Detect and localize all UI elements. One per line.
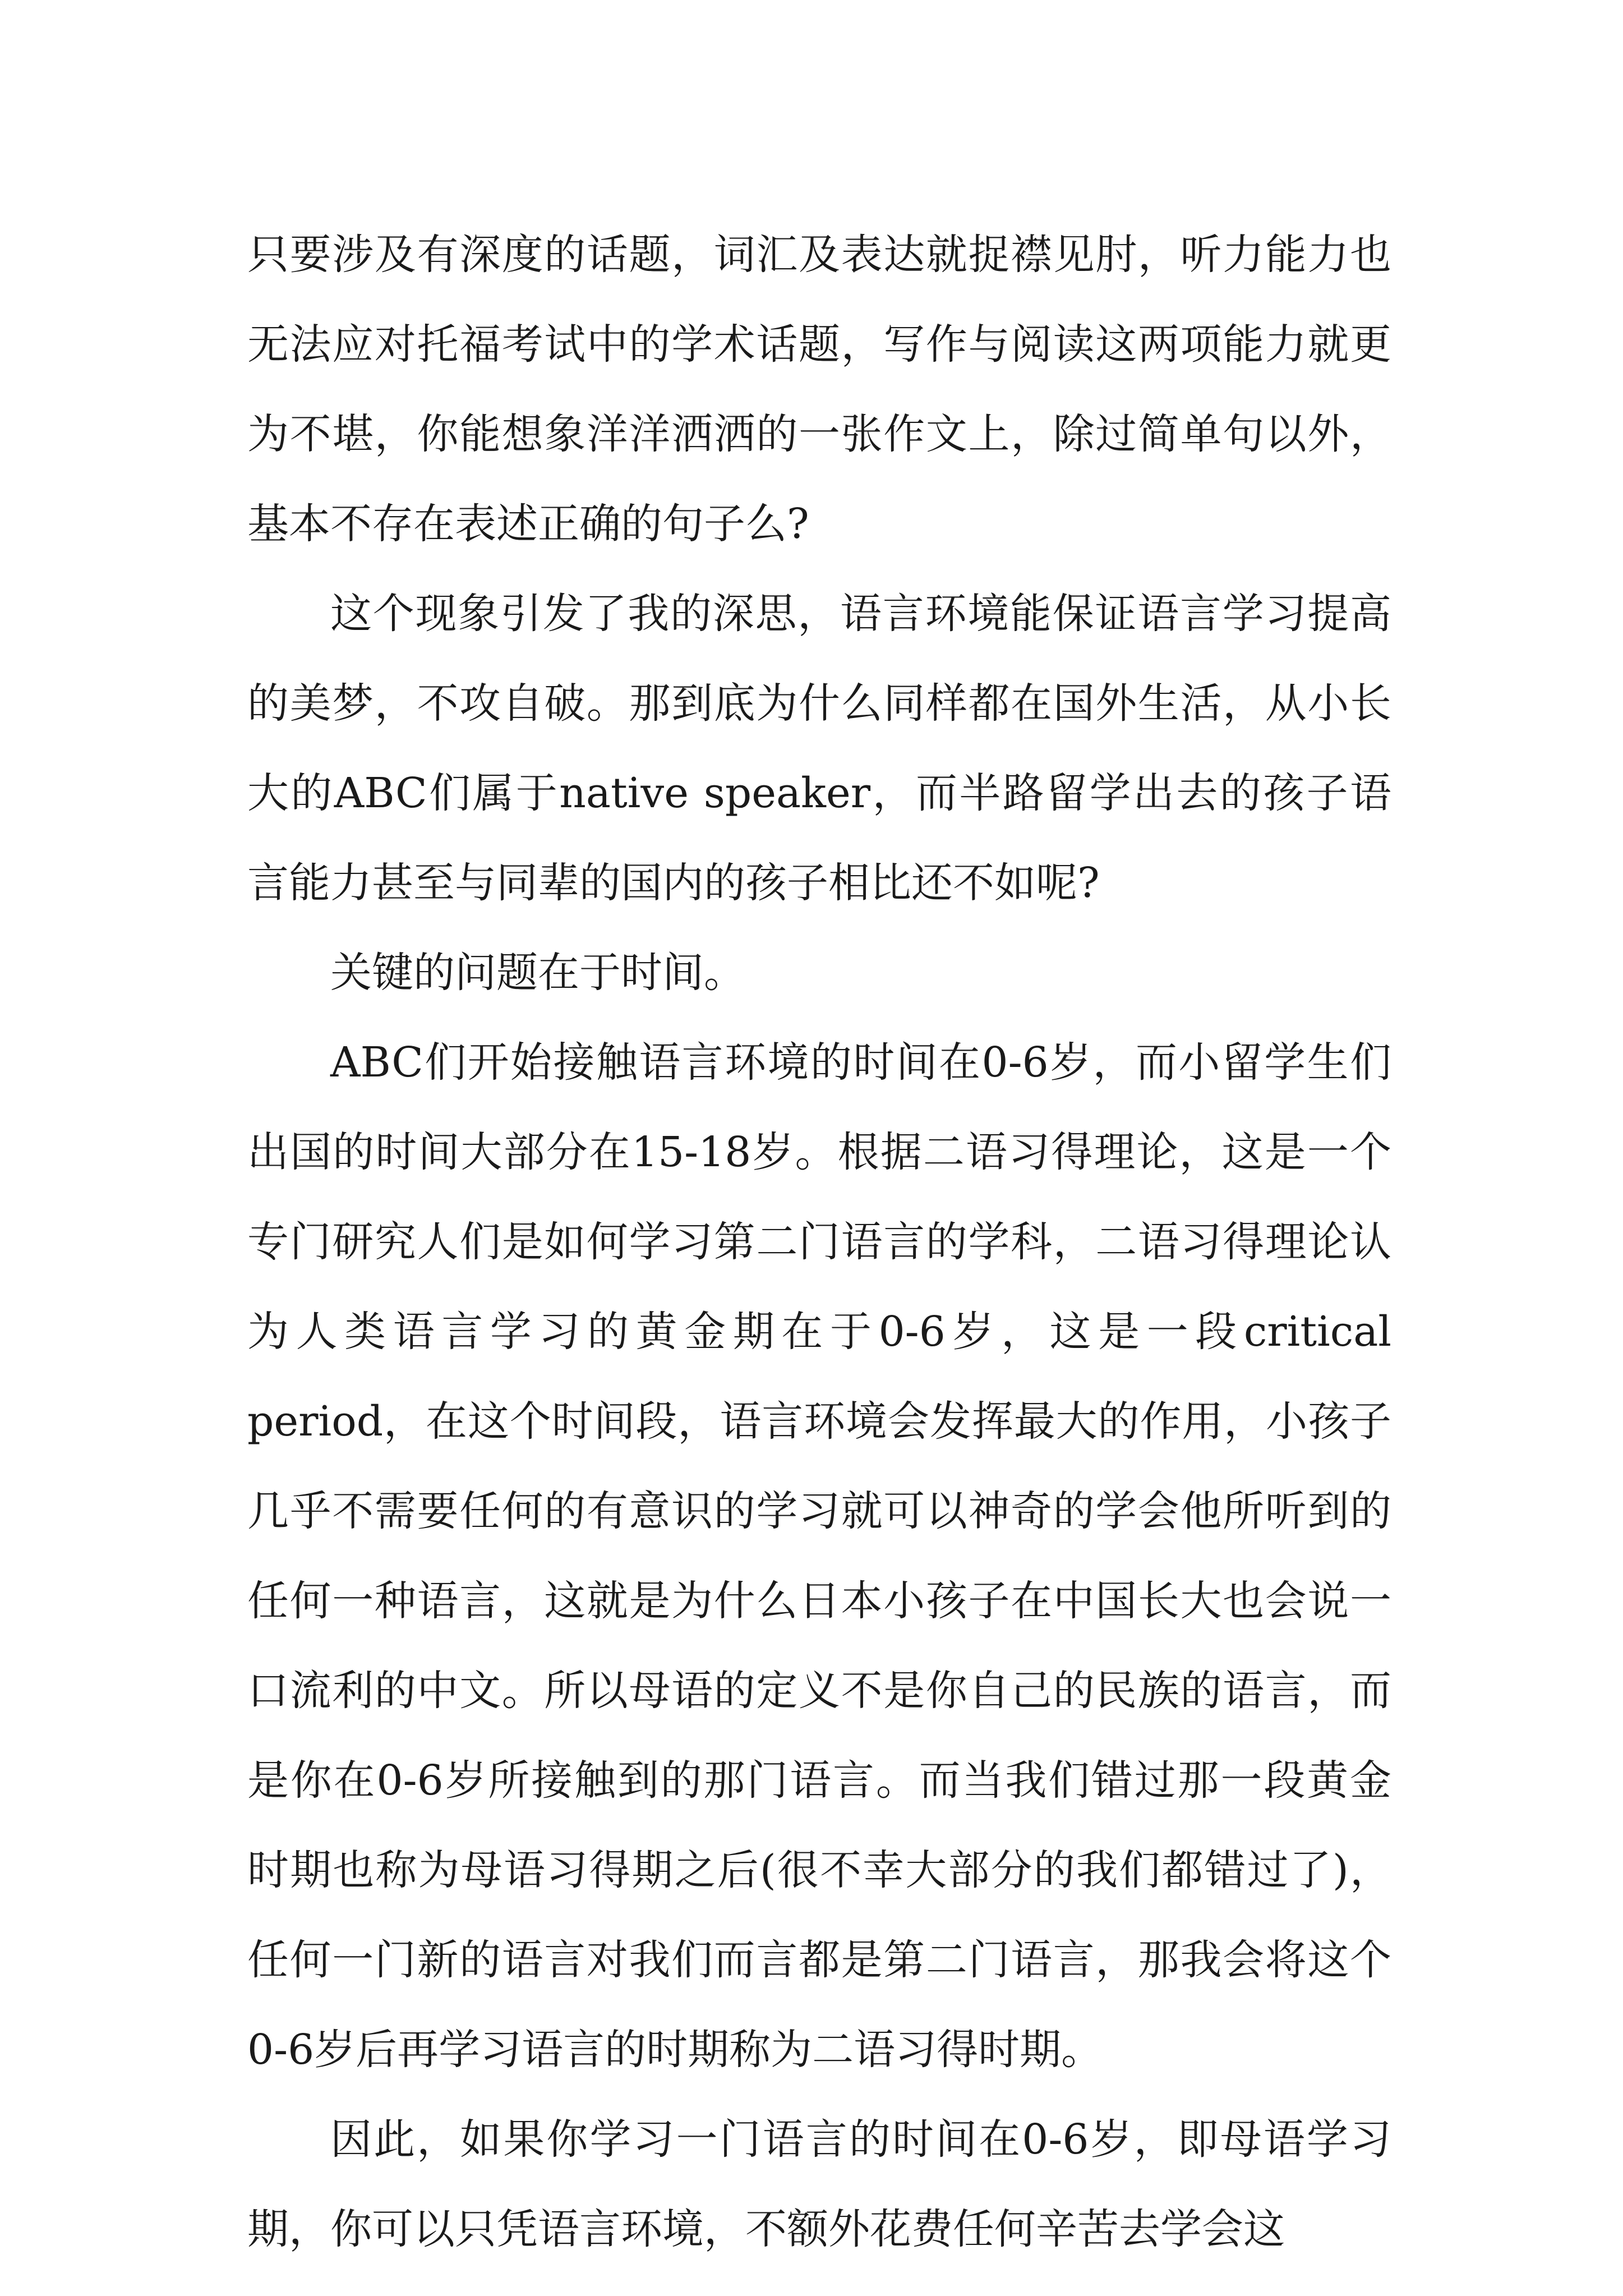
paragraph-4: ABC们开始接触语言环境的时间在0-6岁，而小留学生们出国的时间大部分在15-18岁。根据二语习得理论，这是一个专门研究人们是如何学习第二门语言的学科，二语习得理论认为人类语言学习的黄金期在于0-6岁，这是一段critical period，在这个时间段，语言环境会发挥最大的作用，小孩子几乎不需要任何的有意识的学习就可以神奇的学会他所听到的任何一种语言，这就是为什么日本小孩子在中国长大也会说一口流利的中文。所以母语的定义不是你自己的民族的语言，而是你在0-6岁所接触到的那门语言。而当我们错过那一段黄金时期也称为母语习得期之后(很不幸大部分的我们都错过了)，任何一门新的语言对我们而言都是第二门语言，那我会将这个0-6岁后再学习语言的时期称为二语习得时期。 (247, 1038, 1391, 2074)
paragraph-3: 关键的问题在于时间。 (330, 949, 745, 997)
paragraph-5: 因此，如果你学习一门语言的时间在0-6岁，即母语学习期，你可以只凭语言环境，不额外花费任何辛苦去学会这 (247, 2115, 1391, 2253)
document-body (247, 210, 1391, 2274)
paragraph-1: 只要涉及有深度的话题，词汇及表达就捉襟见肘，听力能力也无法应对托福考试中的学术话题，写作与阅读这两项能力就更为不堪，你能想象洋洋洒洒的一张作文上，除过简单句以外，基本不存在表述正确的句子么? (247, 231, 1391, 548)
paragraph-2: 这个现象引发了我的深思，语言环境能保证语言学习提高的美梦，不攻自破。那到底为什么同样都在国外生活，从小长大的ABC们属于native speaker，而半路留学出去的孩子语言能力甚至与同辈的国内的孩子相比还不如呢? (247, 590, 1391, 907)
